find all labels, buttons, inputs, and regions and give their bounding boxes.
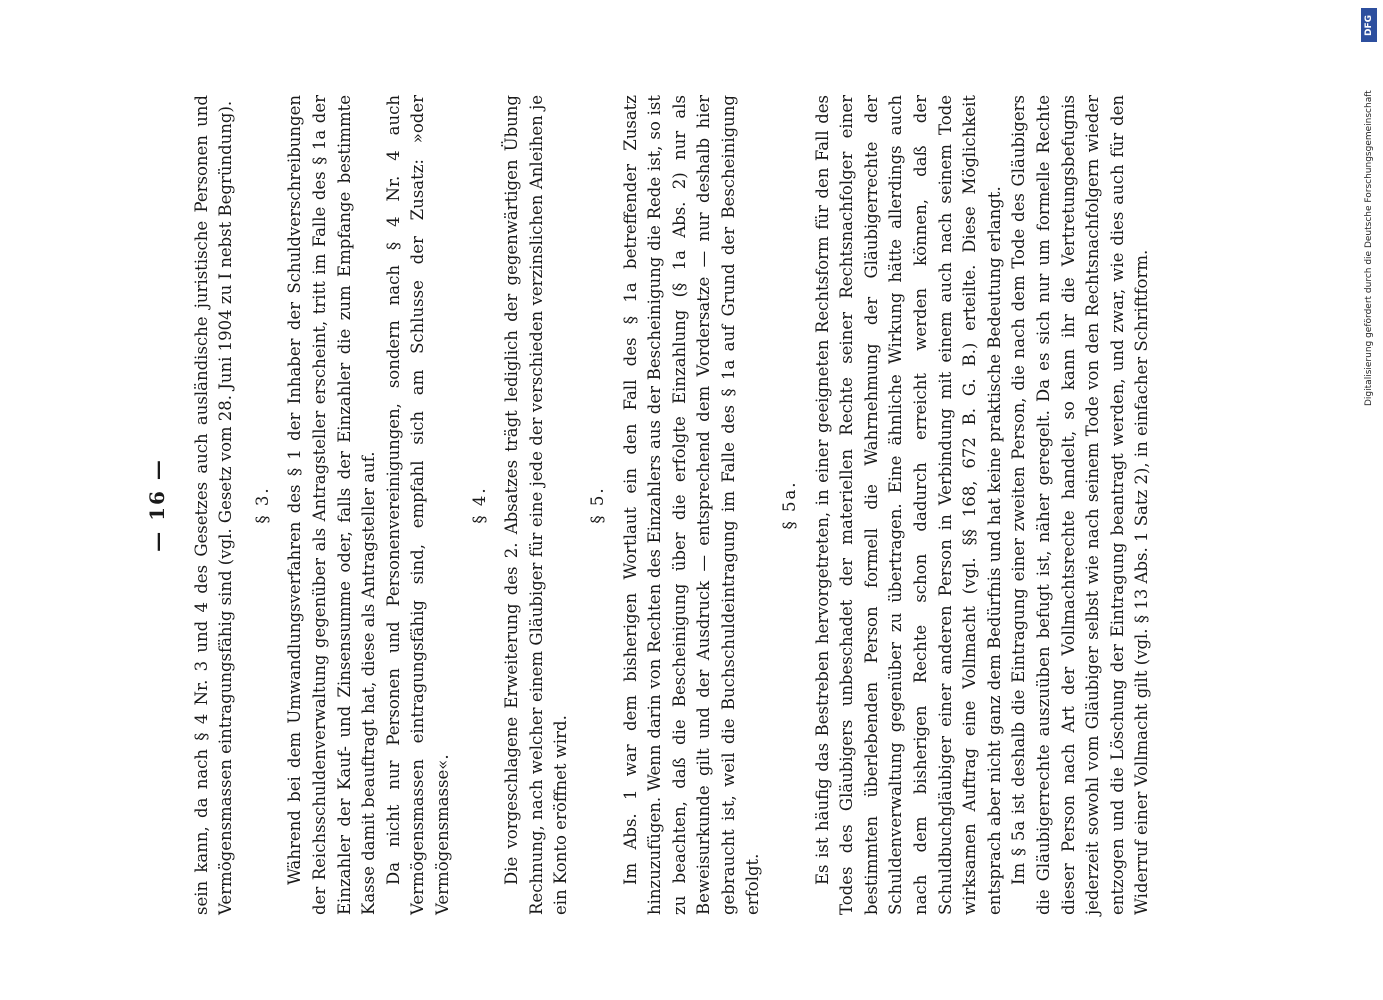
paragraph-section-3-b: Da nicht nur Personen und Personenvereinigungen, sondern nach § 4 Nr. 4 auch Vermögensmassen eintragungsfähig sind, empfahl sich am Schlusse der Zusatz: »oder Vermögensmasse«.: [383, 95, 452, 915]
paragraph-intro: sein kann, da nach § 4 Nr. 3 und 4 des Gesetzes auch ausländische juristische Personen und Vermögensmassen eintragungsfähig sind (vgl. Gesetz vom 28. Juni 1904 zu I nebst Begründung).: [191, 95, 236, 915]
page-content: [145, 95, 1295, 915]
paragraph-section-3-a: Während bei dem Umwandlungsverfahren des § 1 der Inhaber der Schuldverschreibungen der Reichsschuldenverwaltung gegenüber als Antragsteller erscheint, tritt im Falle des § 1a der Einzahler der Kauf- und Zinsensumme oder, falls der Einzahler die zum Empfange bestimmte Kasse damit beauftragt hat, diese als Antragsteller auf.: [285, 95, 379, 915]
scanned-page: [145, 90, 1295, 920]
paragraph-section-5a-a: Es ist häufig das Bestreben hervorgetreten, in einer geeigneten Rechtsform für den Fall des Todes des Gläubigers unbeschadet der materiellen Rechte seiner Rechtsnachfolger einer bestimmten überlebenden Person formell die Wahrnehmung der Gläubigerrechte der Schuldenverwaltung gegenüber zu übertragen. Eine ähnliche Wirkung hätte allerdings auch nach dem bisherigen Rechte schon dadurch erreicht werden können, daß der Schuldbuchgläubiger einer anderen Person in Verbindung mit einem auch nach seinem Tode wirksamen Auftrag eine Vollmacht (vgl. §§ 168, 672 B. G. B.) erteilte. Diese Möglichkeit entsprach aber nicht ganz dem Bedürfnis und hat keine praktische Bedeutung erlangt.: [812, 95, 1004, 915]
section-heading-3: § 3.: [252, 486, 272, 524]
paragraph-section-5a-b: Im § 5a ist deshalb die Eintragung einer zweiten Person, die nach dem Tode des Gläubigers die Gläubigerrechte auszuüben befugt ist, näher geregelt. Da es sich nur um formelle Rechte dieser Person nach Art der Vollmachtsrechte handelt, so kann ihr die Vertretungsbefugnis jederzeit sowohl vom Gläubiger selbst wie nach seinem Tode von den Rechtsnachfolgern wieder entzogen und die Löschung der Eintragung beantragt werden, und zwar, wie dies auch für den Widerruf einer Vollmacht gilt (vgl. § 13 Abs. 1 Satz 2), in einfacher Schriftform.: [1009, 95, 1152, 915]
page-number: — 16 —: [145, 458, 169, 552]
dfg-credit-text: Digitalisierung gefördert durch die Deutsche Forschungsgemeinschaft: [1364, 90, 1374, 406]
section-heading-4: § 4.: [469, 486, 489, 524]
section-heading-5a: § 5a.: [780, 480, 800, 530]
dfg-credit-strip: [1361, 8, 1377, 408]
dfg-logo-icon: DFG: [1361, 8, 1377, 42]
paragraph-section-5: Im Abs. 1 war dem bisherigen Wortlaut ein den Fall des § 1a betreffender Zusatz hinzuzufügen. Wenn darin von Rechten des Einzahlers aus der Bescheinigung die Rede ist, so ist zu beachten, daß die Bescheinigung über die erfolgte Einzahlung (§ 1a Abs. 2) nur als Beweisurkunde gilt und der Ausdruck — entsprechend dem Vordersatze — nur deshalb hier gebraucht ist, weil die Buchschuldeintragung im Falle des § 1a auf Grund der Bescheinigung erfolgt.: [620, 95, 763, 915]
paragraph-section-4: Die vorgeschlagene Erweiterung des 2. Absatzes trägt lediglich der gegenwärtigen Übung Rechnung, nach welcher einem Gläubiger für eine jede der verschieden verzinslichen Anleihen je ein Konto eröffnet wird.: [502, 95, 571, 915]
section-heading-5: § 5.: [587, 486, 607, 524]
